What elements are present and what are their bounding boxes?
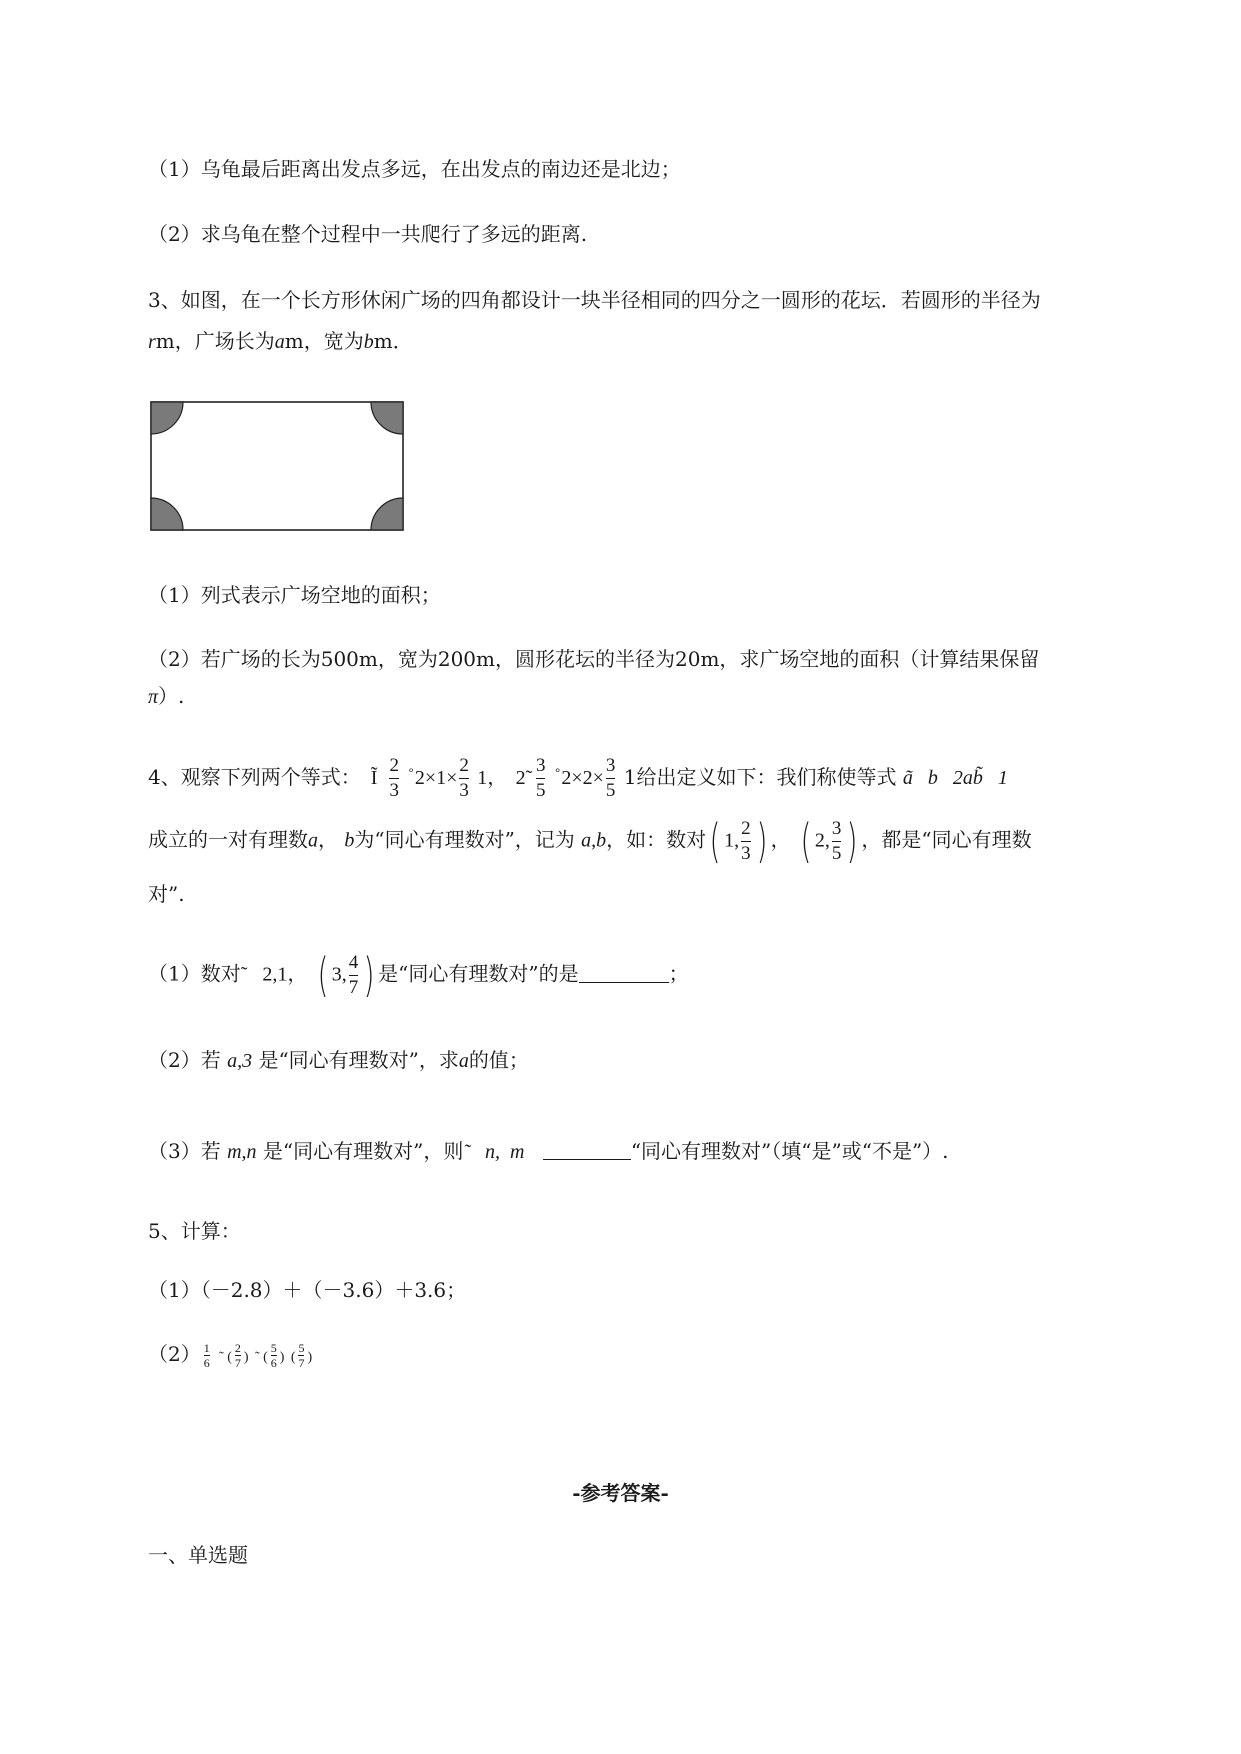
pi-symbol: π bbox=[148, 686, 159, 708]
answers-section: 一、单选题 bbox=[148, 1543, 248, 1567]
p4-question-3: （3）若 m,n 是“同心有理数对”，则˜ n, m “同心有理数对”（填“是”或“不是”）. bbox=[148, 1139, 949, 1163]
p3-question-1: （1）列式表示广场空地的面积； bbox=[148, 583, 441, 607]
p2-question-2: （2）求乌龟在整个过程中一共爬行了多远的距离. bbox=[148, 222, 588, 246]
p5-question-2: （2） $\frac{1}{6}$ ˜ ( $\frac{2}{7}$ ) ˜ ( $\frac{5}{6}$ ) ( $\frac{5}{7}$ ) bbox=[148, 1341, 313, 1370]
pair2-fraction: $\frac{3}{5}$ bbox=[831, 817, 842, 864]
eq1-fraction: $\frac{2}{3}$ bbox=[389, 755, 399, 801]
plaza-rect bbox=[151, 402, 403, 530]
p2-question-1: （1）乌龟最后距离出发点多远，在出发点的南边还是北边； bbox=[148, 157, 681, 181]
var-b: b bbox=[363, 331, 374, 353]
pair-ab: a,b bbox=[581, 829, 607, 852]
eq2-fraction: $\frac{3}{5}$ bbox=[535, 755, 546, 801]
p4-line2: 成立的一对有理数a， b为“同心有理数对”，记为 a,b，如：数对( 1, $\frac{2}{3}$ ) ， ( 2, $\frac{3}{5}$ ) ，都是“同心有理数 bbox=[148, 814, 1032, 868]
answer-blank-1[interactable] bbox=[579, 964, 669, 983]
p3-line2: rm，广场长为am，宽为bm． bbox=[148, 329, 413, 353]
p5-title: 5、计算： bbox=[148, 1219, 241, 1243]
eq2-fraction-2: $\frac{3}{5}$ bbox=[605, 755, 616, 801]
pair1-fraction: $\frac{2}{3}$ bbox=[741, 817, 751, 864]
plaza-figure bbox=[150, 401, 406, 533]
p4-question-1: （1）数对˜ 2,1， ( 3, $\frac{4}{7}$ ) 是“同心有理数对”的是 ； bbox=[148, 948, 689, 1002]
p3-question-2-line2: π）. bbox=[148, 684, 185, 708]
answers-title: -参考答案- bbox=[572, 1481, 669, 1505]
p4-line3: 对”. bbox=[148, 882, 185, 906]
p5-question-1: （1）（－2.8）＋（－3.6）＋3.6； bbox=[148, 1278, 467, 1302]
var-a: a bbox=[274, 331, 285, 353]
definition-equation: ã b 2ab̃ 1 bbox=[902, 767, 1008, 789]
p3-question-2-line1: （2）若广场的长为500m，宽为200m，圆形花坛的半径为20m，求广场空地的面积（计算结果保留 bbox=[148, 647, 1040, 671]
answer-blank-3[interactable] bbox=[543, 1141, 631, 1160]
p3-line1: 3、如图，在一个长方形休闲广场的四角都设计一块半径相同的四分之一圆形的花坛．若圆形的半径为 bbox=[148, 288, 1041, 312]
q1-pair2-fraction: $\frac{4}{7}$ bbox=[348, 951, 359, 998]
p4-line1: 4、观察下列两个等式： Ĩ $\frac{2}{3}$ ∘2×1× $\frac{2}{3}$ 1， 2̃ $\frac{3}{5}$ ∘2×2× $\frac{3}{5}$ 1给出定义如下：我们称使等式 ã b 2ab̃ 1 bbox=[148, 755, 1008, 801]
var-r: r bbox=[148, 331, 156, 353]
eq1-fraction-2: $\frac{2}{3}$ bbox=[459, 755, 469, 801]
p4-question-2: （2）若 a,3 是“同心有理数对”，求a的值； bbox=[148, 1048, 529, 1072]
